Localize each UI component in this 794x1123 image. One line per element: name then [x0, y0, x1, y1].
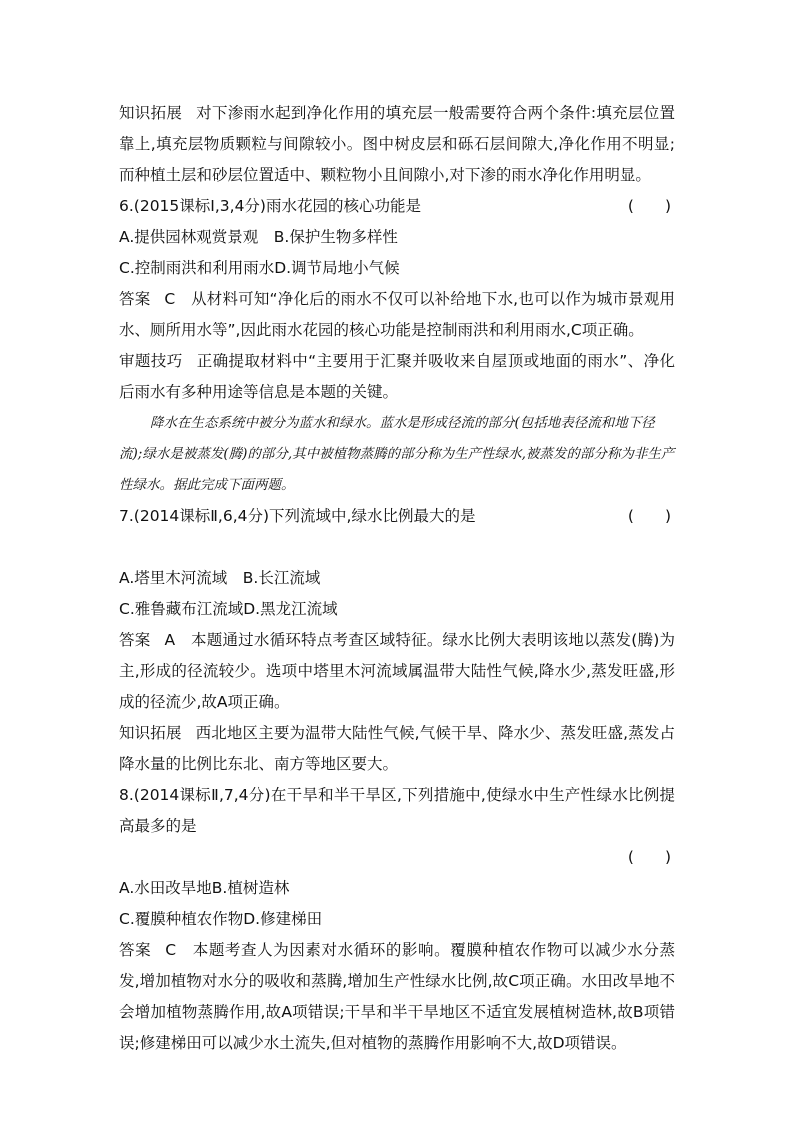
question-8-stem: 8.(2014课标Ⅱ,7,4分)在干旱和半干旱区,下列措施中,使绿水中生产性绿水比例提高最多的是	[119, 786, 675, 835]
answer-text: A 本题通过水循环特点考查区域特征。绿水比例大表明该地以蒸发(腾)为主,形成的径流较少。选项中塔里木河流域属温带大陆性气候,降水少,蒸发旺盛,形成的径流少,故A项正确。	[119, 631, 675, 711]
question-6-skill	[119, 346, 675, 408]
question-7-extension	[119, 718, 675, 780]
question-6-options-cd: C.控制雨洪和利用雨水D.调节局地小气候	[119, 259, 400, 277]
question-7-options-ab: A.塔里木河流域 B.长江流域	[119, 569, 321, 587]
question-7-text: 7.(2014课标Ⅱ,6,4分)下列流域中,绿水比例最大的是	[119, 507, 476, 525]
question-8-options-cd: C.覆膜种植农作物D.修建梯田	[119, 910, 323, 928]
question-6-stem	[119, 191, 675, 222]
question-7-options-cd: C.雅鲁藏布江流域D.黑龙江流域	[119, 600, 338, 618]
spacer	[119, 532, 675, 563]
question-7-stem	[119, 501, 675, 532]
document-content	[119, 98, 675, 1059]
knowledge-extension-1	[119, 98, 675, 191]
skill-label: 审题技巧	[119, 352, 183, 370]
skill-text: 正确提取材料中“主要用于汇聚并吸收来自屋顶或地面的雨水”、净化后雨水有多种用途等信息是本题的关键。	[119, 352, 675, 401]
answer-label: 答案	[119, 290, 151, 308]
reading-passage: 降水在生态系统中被分为蓝水和绿水。蓝水是形成径流的部分(包括地表径流和地下径流);绿水是被蒸发(腾)的部分,其中被植物蒸腾的部分称为生产性绿水,被蒸发的部分称为非生产性绿水。据此完成下面两题。	[119, 415, 675, 493]
question-8-options-ab: A.水田改旱地B.植树造林	[119, 879, 290, 897]
answer-text: C 本题考查人为因素对水循环的影响。覆膜种植农作物可以减少水分蒸发,增加植物对水分的吸收和蒸腾,增加生产性绿水比例,故C项正确。水田改旱地不会增加植物蒸腾作用,故A项错误;干旱和半干旱地区不适宜发展植树造林,故B项错误;修建梯田可以减少水土流失,但对植物的蒸腾作用影响不大,故D项错误。	[119, 941, 675, 1052]
answer-label: 答案	[119, 631, 151, 649]
knowledge-extension-label: 知识拓展	[119, 724, 182, 742]
question-8-answer	[119, 935, 675, 1059]
knowledge-extension-label: 知识拓展	[119, 104, 183, 122]
question-6-text: 6.(2015课标Ⅰ,3,4分)雨水花园的核心功能是	[119, 197, 421, 215]
knowledge-extension-text: 西北地区主要为温带大陆性气候,气候干旱、降水少、蒸发旺盛,蒸发占降水量的比例比东北、南方等地区要大。	[119, 724, 675, 773]
question-6-answer-blank: ( )	[627, 197, 671, 215]
question-6-options-ab: A.提供园林观赏景观 B.保护生物多样性	[119, 228, 398, 246]
question-8-answer-blank: ( )	[627, 848, 671, 866]
question-7-answer	[119, 625, 675, 718]
answer-text: C 从材料可知“净化后的雨水不仅可以补给地下水,也可以作为城市景观用水、厕所用水等”,因此雨水花园的核心功能是控制雨洪和利用雨水,C项正确。	[119, 290, 675, 339]
question-6-answer	[119, 284, 675, 346]
knowledge-extension-text: 对下渗雨水起到净化作用的填充层一般需要符合两个条件:填充层位置靠上,填充层物质颗粒与间隙较小。图中树皮层和砾石层间隙大,净化作用不明显;而种植土层和砂层位置适中、颗粒物小且间隙小,对下渗的雨水净化作用明显。	[119, 104, 675, 184]
answer-label: 答案	[119, 941, 152, 959]
question-7-answer-blank: ( )	[627, 507, 671, 525]
